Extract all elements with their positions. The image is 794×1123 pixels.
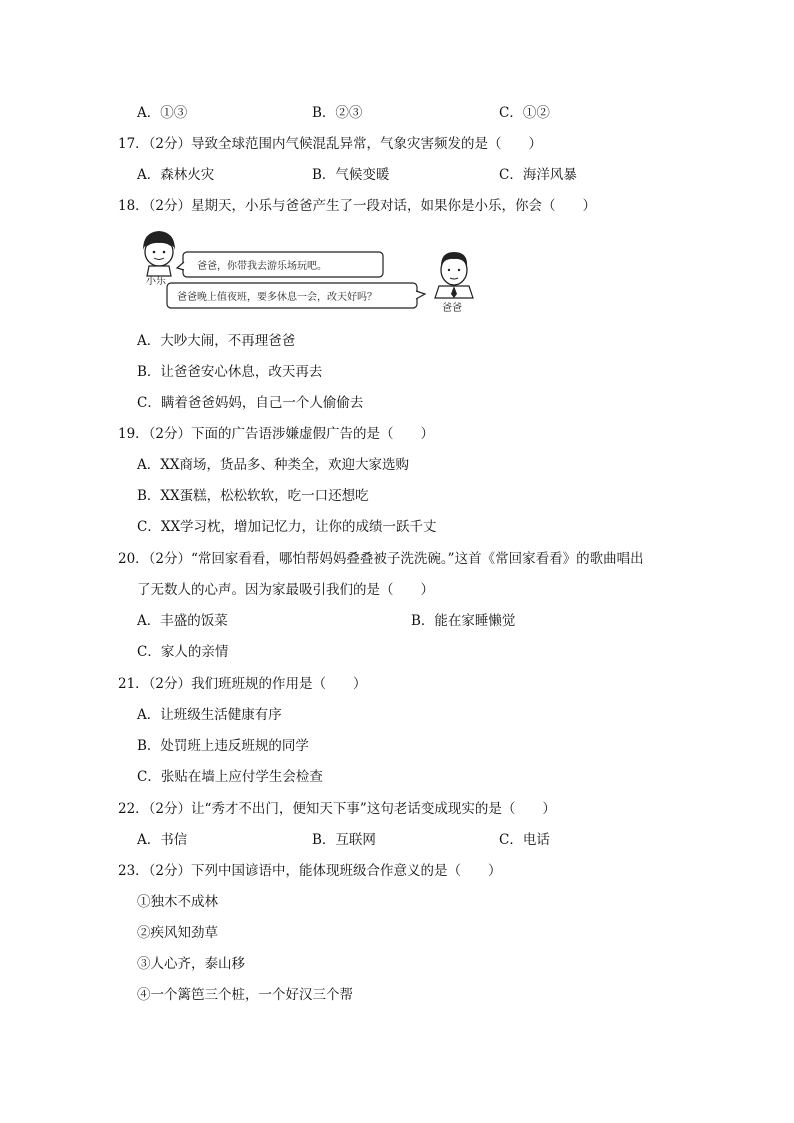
- q16-option-a: A．①③: [137, 105, 188, 121]
- q23-stem: 23．（2分）下列中国谚语中，能体现班级合作意义的是（ ）: [118, 863, 502, 879]
- q23-item-3: ③人心齐，泰山移: [137, 956, 245, 972]
- q17-option-b: B．气候变暖: [312, 167, 390, 183]
- q18-option-a: A．大吵大闹，不再理爸爸: [137, 333, 296, 349]
- q20-option-a: A．丰盛的饭菜: [137, 613, 228, 629]
- q18-option-b: B．让爸爸安心休息，改天再去: [137, 364, 323, 380]
- q22-option-a: A．书信: [137, 832, 188, 848]
- q21-option-a: A．让班级生活健康有序: [137, 707, 282, 723]
- q18-option-c: C．瞒着爸爸妈妈，自己一个人偷偷去: [137, 395, 364, 411]
- child-speech-text: 爸爸，你带我去游乐场玩吧。: [197, 261, 327, 272]
- father-speech-text: 爸爸晚上值夜班，要多休息一会，改天好吗？: [177, 292, 377, 303]
- q19-stem: 19．（2分）下面的广告语涉嫌虚假广告的是（ ）: [118, 426, 435, 442]
- q19-option-a: A．XX商场，货品多、种类全，欢迎大家选购: [137, 457, 409, 473]
- q18-stem: 18．（2分）星期天，小乐与爸爸产生了一段对话，如果你是小乐，你会（ ）: [118, 198, 597, 214]
- q20-option-b: B．能在家睡懒觉: [411, 613, 516, 629]
- father-figure: [435, 252, 473, 298]
- q23-item-1: ①独木不成林: [137, 894, 218, 910]
- q20-stem-line2: 了无数人的心声。因为家最吸引我们的是（ ）: [137, 582, 434, 598]
- child-figure: [143, 231, 175, 276]
- q20-stem-line1: 20．（2分）“常回家看看，哪怕帮妈妈叠叠被子洗洗碗。”这首《常回家看看》的歌曲唱出: [118, 551, 644, 567]
- q16-option-c: C．①②: [499, 105, 550, 121]
- q20-option-c: C．家人的亲情: [137, 644, 229, 660]
- q19-option-b: B．XX蛋糕，松松软软，吃一口还想吃: [137, 488, 369, 504]
- q19-option-c: C．XX学习枕，增加记忆力，让你的成绩一跃千丈: [137, 519, 437, 535]
- q22-stem: 22．（2分）让“秀才不出门，便知天下事”这句老话变成现实的是（ ）: [118, 801, 556, 817]
- father-name-label: 爸爸: [442, 303, 462, 314]
- q21-option-b: B．处罚班上违反班规的同学: [137, 738, 309, 754]
- q21-stem: 21．（2分）我们班班规的作用是（ ）: [118, 676, 367, 692]
- q18-dialogue-illustration: [137, 228, 477, 318]
- q17-option-c: C．海洋风暴: [499, 167, 577, 183]
- q16-option-b: B．②③: [312, 105, 363, 121]
- child-name-label: 小乐: [146, 276, 166, 287]
- q23-item-2: ②疾风知劲草: [137, 925, 218, 941]
- q17-stem: 17．（2分）导致全球范围内气候混乱异常，气象灾害频发的是（ ）: [118, 136, 543, 152]
- q21-option-c: C．张贴在墙上应付学生会检查: [137, 769, 323, 785]
- q23-item-4: ④一个篱笆三个桩，一个好汉三个帮: [137, 987, 353, 1003]
- q17-option-a: A．森林火灾: [137, 167, 215, 183]
- q22-option-c: C．电话: [499, 832, 550, 848]
- q22-option-b: B．互联网: [312, 832, 376, 848]
